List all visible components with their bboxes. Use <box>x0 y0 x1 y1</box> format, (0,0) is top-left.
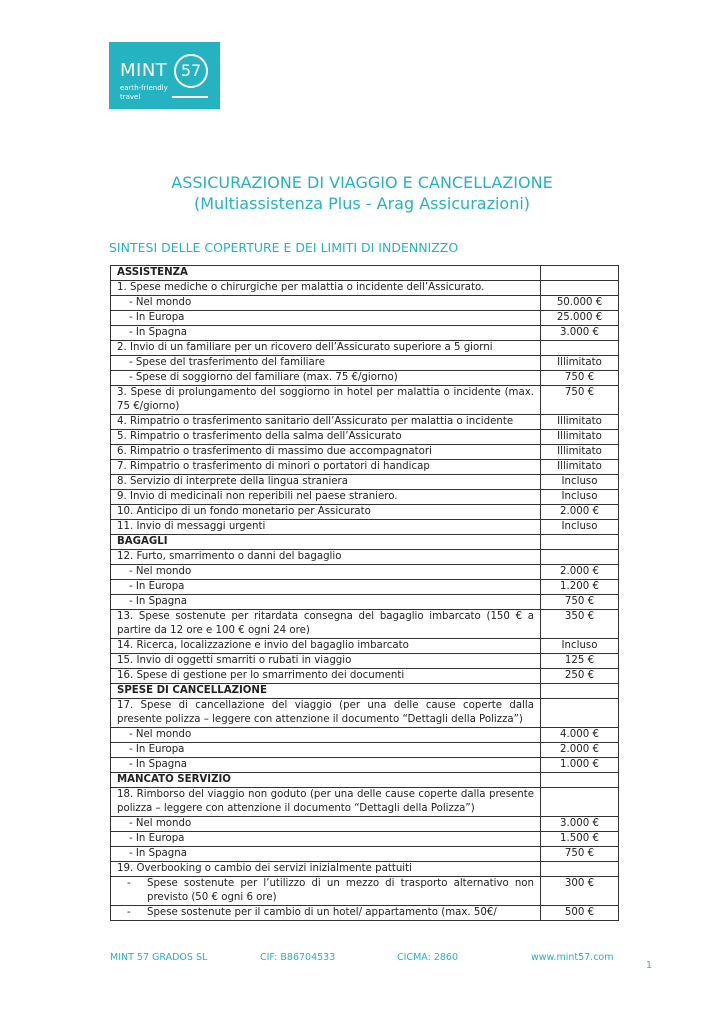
document-subtitle: (Multiassistenza Plus - Arag Assicurazioni) <box>193 194 531 213</box>
section-header-row <box>111 535 619 550</box>
coverage-bullet-label: Spese sostenute per l’utilizzo di un mezzo di trasporto alternativo non previsto (50 € ogni 6 ore) <box>147 878 534 903</box>
coverage-sub-label: - In Europa <box>129 833 185 844</box>
coverage-limit-cell: 350 € <box>541 610 619 639</box>
coverage-row <box>111 639 619 654</box>
coverage-limit-cell: 750 € <box>541 371 619 386</box>
coverage-label-cell: 5. Rimpatrio o trasferimento della salma dell’Assicurato <box>111 430 541 445</box>
coverage-limit-cell: 125 € <box>541 654 619 669</box>
document-title: ASSICURAZIONE DI VIAGGIO E CANCELLAZIONE <box>171 173 553 192</box>
coverage-limit-cell: Illimitato <box>541 430 619 445</box>
coverage-limit-cell: 250 € <box>541 669 619 684</box>
coverage-label-cell: 18. Rimborso del viaggio non goduto (per una delle cause coperte dalla presente polizza – leggere con attenzione il documento “Dettagli della Polizza”) <box>111 788 541 817</box>
coverage-label-cell: 4. Rimpatrio o trasferimento sanitario dell’Assicurato per malattia o incidente <box>111 415 541 430</box>
coverage-label-cell: MANCATO SERVIZIO <box>111 773 541 788</box>
coverage-row <box>111 311 619 326</box>
coverage-limit-cell: 2.000 € <box>541 743 619 758</box>
coverage-sub-label: - Nel mondo <box>129 729 192 740</box>
coverage-row <box>111 296 619 311</box>
logo-tagline-2: travel <box>120 93 141 101</box>
logo-number: 57 <box>174 54 208 88</box>
coverage-row <box>111 341 619 356</box>
coverage-limit-cell: Incluso <box>541 490 619 505</box>
coverage-row <box>111 817 619 832</box>
coverage-label-cell <box>111 296 541 311</box>
coverage-limit-cell: Illimitato <box>541 356 619 371</box>
coverage-limit-cell: 3.000 € <box>541 817 619 832</box>
coverage-row <box>111 699 619 728</box>
coverage-table <box>110 265 619 921</box>
coverage-sub-label: - In Europa <box>129 744 185 755</box>
coverage-row <box>111 743 619 758</box>
coverage-limit-cell: 2.000 € <box>541 565 619 580</box>
coverage-sub-label: - In Spagna <box>129 848 187 859</box>
coverage-row <box>111 565 619 580</box>
coverage-limit-cell: Incluso <box>541 475 619 490</box>
coverage-limit-cell: Incluso <box>541 520 619 535</box>
coverage-sub-label: - Spese di soggiorno del familiare (max. 75 €/giorno) <box>129 372 398 383</box>
coverage-label-cell <box>111 356 541 371</box>
coverage-row <box>111 430 619 445</box>
coverage-label-cell: 11. Invio di messaggi urgenti <box>111 520 541 535</box>
coverage-limit-cell: 1.000 € <box>541 758 619 773</box>
coverage-limit-cell: 750 € <box>541 847 619 862</box>
coverage-row <box>111 788 619 817</box>
coverage-sub-label: - In Spagna <box>129 327 187 338</box>
section-header-row <box>111 684 619 699</box>
coverage-row <box>111 356 619 371</box>
coverage-label-cell <box>111 743 541 758</box>
coverage-limit-cell <box>541 341 619 356</box>
coverage-row <box>111 505 619 520</box>
coverage-limit-cell: Illimitato <box>541 460 619 475</box>
section-header-row <box>111 773 619 788</box>
coverage-row <box>111 862 619 877</box>
coverage-label-cell: 16. Spese di gestione per lo smarrimento dei documenti <box>111 669 541 684</box>
coverage-label-cell: 9. Invio di medicinali non reperibili nel paese straniero. <box>111 490 541 505</box>
coverage-label-cell: 12. Furto, smarrimento o danni del bagaglio <box>111 550 541 565</box>
coverage-row <box>111 445 619 460</box>
coverage-limit-cell <box>541 266 619 281</box>
coverage-label-cell <box>111 817 541 832</box>
coverage-sub-label: - In Europa <box>129 312 185 323</box>
coverage-label-cell: 6. Rimpatrio o trasferimento di massimo due accompagnatori <box>111 445 541 460</box>
coverage-limit-cell: 4.000 € <box>541 728 619 743</box>
logo-tagline-1: earth-friendly <box>120 84 168 92</box>
coverage-limit-cell <box>541 862 619 877</box>
coverage-label-cell: 10. Anticipo di un fondo monetario per Assicurato <box>111 505 541 520</box>
coverage-label-cell <box>111 906 541 921</box>
coverage-label-cell <box>111 832 541 847</box>
coverage-row <box>111 847 619 862</box>
coverage-limit-cell <box>541 684 619 699</box>
coverage-label-cell <box>111 371 541 386</box>
coverage-limit-cell: 50.000 € <box>541 296 619 311</box>
coverage-limit-cell: 500 € <box>541 906 619 921</box>
coverage-sub-label: - In Spagna <box>129 759 187 770</box>
coverage-limit-cell: 1.500 € <box>541 832 619 847</box>
coverage-label-cell: 17. Spese di cancellazione del viaggio (per una delle cause coperte dalla presente polizza – leggere con attenzione il documento “Dettagli della Polizza”) <box>111 699 541 728</box>
coverage-limit-cell: Incluso <box>541 639 619 654</box>
coverage-row <box>111 326 619 341</box>
coverage-label-cell <box>111 580 541 595</box>
coverage-limit-cell <box>541 773 619 788</box>
coverage-label-cell: 13. Spese sostenute per ritardata consegna del bagaglio imbarcato (150 € a partire da 12 ore e 100 € ogni 24 ore) <box>111 610 541 639</box>
coverage-sub-label: - Nel mondo <box>129 566 192 577</box>
coverage-row <box>111 490 619 505</box>
coverage-limit-cell: 300 € <box>541 877 619 906</box>
coverage-label-cell <box>111 311 541 326</box>
coverage-label-cell <box>111 595 541 610</box>
coverage-limit-cell <box>541 550 619 565</box>
coverage-label-cell: 7. Rimpatrio o trasferimento di minori o portatori di handicap <box>111 460 541 475</box>
coverage-label-cell: 8. Servizio di interprete della lingua straniera <box>111 475 541 490</box>
footer-cif: CIF: B86704533 <box>260 952 336 963</box>
coverage-row <box>111 669 619 684</box>
coverage-row <box>111 595 619 610</box>
page-number: 1 <box>646 960 653 971</box>
coverage-row <box>111 415 619 430</box>
coverage-row <box>111 654 619 669</box>
coverage-row <box>111 371 619 386</box>
section-header-row <box>111 266 619 281</box>
coverage-sub-label: - In Europa <box>129 581 185 592</box>
logo-brand: MINT <box>120 60 168 81</box>
coverage-row <box>111 610 619 639</box>
coverage-label-cell: 14. Ricerca, localizzazione e invio del bagaglio imbarcato <box>111 639 541 654</box>
coverage-sub-label: - Nel mondo <box>129 818 192 829</box>
bullet-dash: - <box>127 907 131 918</box>
coverage-label-cell: 2. Invio di un familiare per un ricovero dell’Assicurato superiore a 5 giorni <box>111 341 541 356</box>
coverage-label-cell <box>111 565 541 580</box>
section-heading: SINTESI DELLE COPERTURE E DEI LIMITI DI INDENNIZZO <box>109 240 459 255</box>
coverage-row <box>111 475 619 490</box>
coverage-bullet <box>117 877 534 905</box>
coverage-label-cell <box>111 877 541 906</box>
footer-cicma: CICMA: 2860 <box>397 952 458 963</box>
logo-underline <box>172 96 208 98</box>
coverage-limit-cell: 1.200 € <box>541 580 619 595</box>
coverage-row <box>111 877 619 906</box>
coverage-limit-cell: 25.000 € <box>541 311 619 326</box>
coverage-limit-cell: 750 € <box>541 595 619 610</box>
footer-company: MINT 57 GRADOS SL <box>110 952 208 963</box>
bullet-dash: - <box>127 878 131 889</box>
coverage-limit-cell: Illimitato <box>541 445 619 460</box>
coverage-label-cell <box>111 326 541 341</box>
footer-website[interactable]: www.mint57.com <box>531 952 614 963</box>
coverage-row <box>111 550 619 565</box>
coverage-bullet <box>117 906 534 920</box>
logo-tagline <box>120 84 168 102</box>
coverage-label-cell: SPESE DI CANCELLAZIONE <box>111 684 541 699</box>
coverage-row <box>111 386 619 415</box>
coverage-limit-cell <box>541 699 619 728</box>
coverage-row <box>111 580 619 595</box>
coverage-limit-cell <box>541 281 619 296</box>
coverage-sub-label: - Nel mondo <box>129 297 192 308</box>
coverage-label-cell <box>111 728 541 743</box>
coverage-label-cell <box>111 758 541 773</box>
coverage-sub-label: - Spese del trasferimento del familiare <box>129 357 325 368</box>
coverage-row <box>111 460 619 475</box>
coverage-limit-cell: 750 € <box>541 386 619 415</box>
coverage-row <box>111 758 619 773</box>
mint57-logo <box>109 42 220 109</box>
coverage-label-cell: 15. Invio di oggetti smarriti o rubati in viaggio <box>111 654 541 669</box>
coverage-limit-cell: 2.000 € <box>541 505 619 520</box>
coverage-label-cell: ASSISTENZA <box>111 266 541 281</box>
coverage-label-cell: 19. Overbooking o cambio dei servizi inizialmente pattuiti <box>111 862 541 877</box>
coverage-row <box>111 832 619 847</box>
coverage-table-body <box>111 266 619 921</box>
coverage-label-cell: BAGAGLI <box>111 535 541 550</box>
coverage-label-cell: 3. Spese di prolungamento del soggiorno in hotel per malattia o incidente (max. 75 €/giorno) <box>111 386 541 415</box>
coverage-label-cell <box>111 847 541 862</box>
coverage-limit-cell: 3.000 € <box>541 326 619 341</box>
coverage-sub-label: - In Spagna <box>129 596 187 607</box>
coverage-row <box>111 281 619 296</box>
coverage-row <box>111 728 619 743</box>
coverage-bullet-label: Spese sostenute per il cambio di un hotel/ appartamento (max. 50€/ <box>147 907 497 918</box>
coverage-limit-cell <box>541 535 619 550</box>
coverage-limit-cell <box>541 788 619 817</box>
coverage-label-cell: 1. Spese mediche o chirurgiche per malattia o incidente dell’Assicurato. <box>111 281 541 296</box>
coverage-row <box>111 906 619 921</box>
coverage-row <box>111 520 619 535</box>
coverage-limit-cell: Illimitato <box>541 415 619 430</box>
